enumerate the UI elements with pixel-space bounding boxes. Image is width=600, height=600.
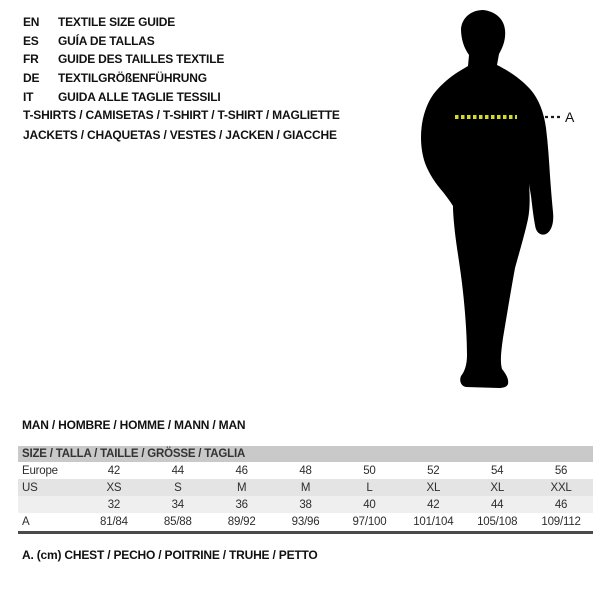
size-cell: 93/96 [291,516,320,528]
size-cell: S [174,481,182,494]
measurement-footnote: A. (cm) CHEST / PECHO / POITRINE / TRUHE / PETTO [22,548,318,562]
size-cell: 48 [299,464,312,477]
language-label: GUIDA ALLE TAGLIE TESSILI [58,89,221,104]
size-cell: M [300,481,311,494]
size-cell: 54 [490,464,504,477]
size-cell: M [236,481,247,494]
language-label: GUÍA DE TALLAS [58,33,155,48]
language-list [23,13,224,107]
size-cell: 32 [107,498,121,511]
size-cell: 81/84 [100,516,128,528]
size-cell: 44 [171,464,185,477]
size-cell: 34 [171,498,185,511]
size-cell: 105/108 [477,516,518,528]
language-code: ES [23,33,39,48]
language-label: GUIDE DES TAILLES TEXTILE [58,52,225,67]
size-cell: 52 [427,464,440,477]
row-label: Europe [22,464,58,477]
language-code: EN [23,15,40,29]
size-cell: 40 [363,498,376,511]
language-row-fr [23,50,224,69]
size-cell: 36 [235,498,248,511]
table-row-europe [18,462,593,479]
language-code: IT [23,89,34,104]
table-row-alt-size [18,496,593,513]
size-cell: L [366,481,373,494]
size-cell: XXL [550,481,572,494]
size-cell: 89/92 [227,516,256,528]
language-label: TEXTILGRÖßENFÜHRUNG [58,71,207,86]
language-row-it [23,88,224,107]
measure-label-a: A [565,109,575,125]
size-cell: 109/112 [541,516,581,528]
size-cell: 42 [427,498,440,511]
size-cell: 101/104 [413,516,454,528]
size-guide-figure [395,5,585,395]
row-label: A [22,516,30,528]
language-row-de [23,69,224,88]
size-cell: 46 [554,498,568,511]
size-cell: 97/100 [352,516,387,528]
language-row-en [23,13,224,32]
language-label: TEXTILE SIZE GUIDE [58,15,176,29]
size-cell: 44 [490,498,504,511]
section-title-man: MAN / HOMBRE / HOMME / MANN / MAN [22,418,246,432]
man-silhouette [421,10,553,388]
category-jackets: JACKETS / CHAQUETAS / VESTES / JACKEN / GIACCHE [23,127,337,142]
language-row-es [23,32,224,51]
table-row-chest [18,513,593,531]
language-code: FR [23,52,39,67]
size-cell: 42 [107,464,121,477]
language-code: DE [23,71,40,86]
size-cell: 85/88 [163,516,192,528]
size-cell: XL [426,481,441,494]
row-label: US [22,481,38,494]
size-cell: XS [106,481,122,494]
size-cell: 56 [554,464,568,477]
table-row-us [18,479,593,496]
category-list [23,106,340,145]
size-cell: 38 [299,498,312,511]
size-table-header: SIZE / TALLA / TAILLE / GRÖSSE / TAGLIA [18,446,593,462]
size-cell: 46 [235,464,248,477]
size-table [18,446,593,534]
size-cell: 50 [363,464,376,477]
category-tshirts: T-SHIRTS / CAMISETAS / T-SHIRT / T-SHIRT / MAGLIETTE [23,108,340,122]
size-cell: XL [490,481,505,494]
